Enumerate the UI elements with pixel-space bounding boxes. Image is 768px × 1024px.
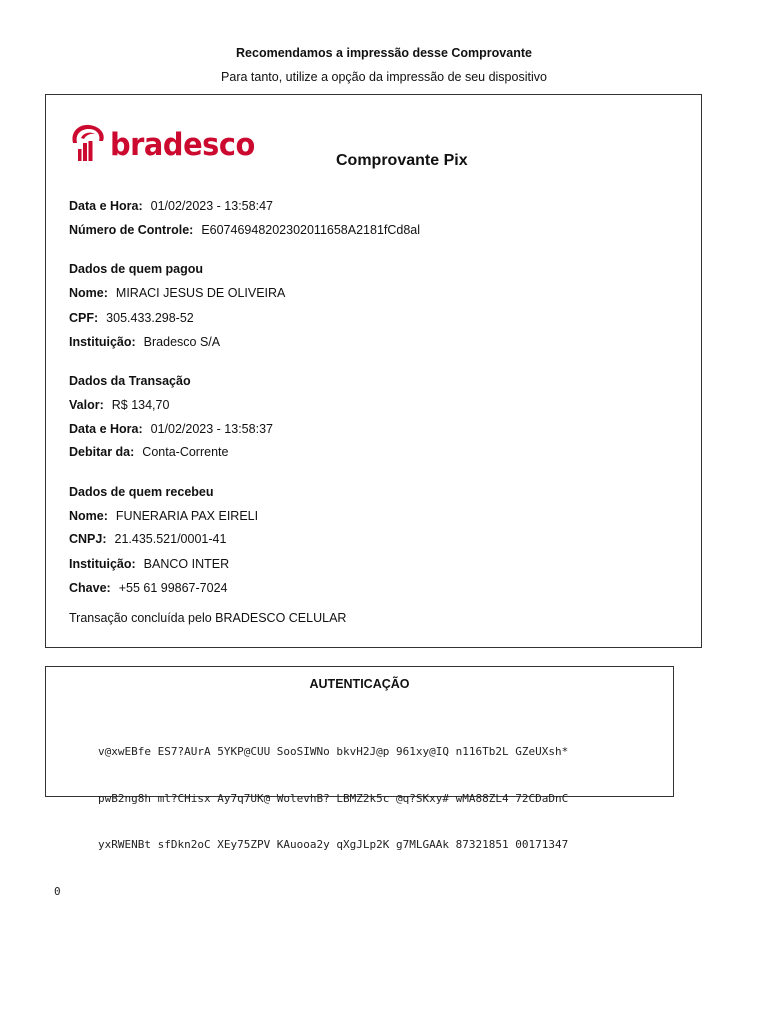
print-recommendation-title: Recomendamos a impressão desse Comprovante: [236, 46, 532, 60]
authentication-code-line: pwB2ng8h ml?CHisx Ay7q7UK@ WolevhB? LBMZ2k5c @q?SKxy# wMA88ZL4 72CDaDnC: [98, 791, 569, 805]
payee-institution-row: [69, 557, 229, 571]
payer-name-label: Nome:: [69, 286, 108, 300]
authentication-panel: [45, 666, 674, 898]
payee-cnpj-label: CNPJ:: [69, 532, 107, 546]
payee-institution-value: BANCO INTER: [143, 557, 230, 571]
transaction-section-heading: Dados da Transação: [69, 374, 191, 388]
payer-institution-label: Instituição:: [69, 335, 136, 349]
transaction-completed-note: Transação concluída pelo BRADESCO CELULAR: [69, 611, 347, 625]
payer-section-heading: Dados de quem pagou: [69, 262, 204, 276]
control-number-row: [69, 223, 420, 237]
transaction-datetime-row: [69, 422, 273, 436]
payer-institution-row: [69, 335, 220, 349]
payer-cpf-label: CPF:: [69, 311, 99, 325]
payee-institution-label: Instituição:: [69, 557, 136, 571]
payer-name-row: [69, 286, 285, 300]
transaction-amount-label: Valor:: [69, 398, 104, 412]
authentication-code: [54, 713, 568, 930]
payee-name-row: [69, 509, 258, 523]
transaction-amount-row: [69, 398, 169, 412]
receipt-datetime-row: [69, 199, 273, 213]
bradesco-tree-logo-icon: [68, 121, 108, 165]
bradesco-logo: [68, 121, 255, 165]
print-recommendation-subtitle: Para tanto, utilize a opção da impressão de seu dispositivo: [221, 70, 547, 84]
payer-institution-value: Bradesco S/A: [143, 335, 221, 349]
authentication-code-line: 0: [54, 884, 61, 898]
authentication-code-line: v@xwEBfe ES7?AUrA 5YKP@CUU SooSIWNo bkvH2J@p 961xy@IQ n116Tb2L GZeUXsh*: [98, 745, 569, 758]
receipt-title: Comprovante Pix: [336, 152, 468, 169]
receipt-datetime-label: Data e Hora:: [69, 199, 143, 213]
payer-cpf-row: [69, 311, 194, 325]
receipt-datetime-value: 01/02/2023 - 13:58:47: [150, 199, 273, 213]
transaction-debit-row: [69, 445, 228, 459]
receipt-panel: [45, 94, 702, 648]
payer-cpf-value: 305.433.298-52: [106, 311, 194, 325]
payee-section-heading: Dados de quem recebeu: [69, 485, 214, 499]
control-number-label: Número de Controle:: [69, 223, 194, 237]
authentication-code-line: yxRWENBt sfDkn2oC XEy75ZPV KAuooa2y qXgJLp2K g7MLGAAk 87321851 00171347: [98, 838, 569, 851]
payee-name-label: Nome:: [69, 509, 108, 523]
transaction-debit-label: Debitar da:: [69, 445, 135, 459]
payer-name-value: MIRACI JESUS DE OLIVEIRA: [115, 286, 286, 300]
payee-cnpj-value: 21.435.521/0001-41: [114, 532, 227, 546]
transaction-datetime-value: 01/02/2023 - 13:58:37: [150, 422, 273, 436]
payee-key-row: [69, 581, 227, 595]
authentication-title: AUTENTICAÇÃO: [309, 677, 410, 691]
transaction-debit-value: Conta-Corrente: [142, 445, 229, 459]
payee-key-value: +55 61 99867-7024: [118, 581, 228, 595]
bradesco-wordmark: bradesco: [110, 127, 255, 163]
payee-cnpj-row: [69, 532, 226, 546]
transaction-amount-value: R$ 134,70: [111, 398, 170, 412]
transaction-datetime-label: Data e Hora:: [69, 422, 143, 436]
control-number-value: E60746948202302011658A2181fCd8al: [201, 223, 421, 237]
payee-key-label: Chave:: [69, 581, 111, 595]
payee-name-value: FUNERARIA PAX EIRELI: [115, 509, 259, 523]
